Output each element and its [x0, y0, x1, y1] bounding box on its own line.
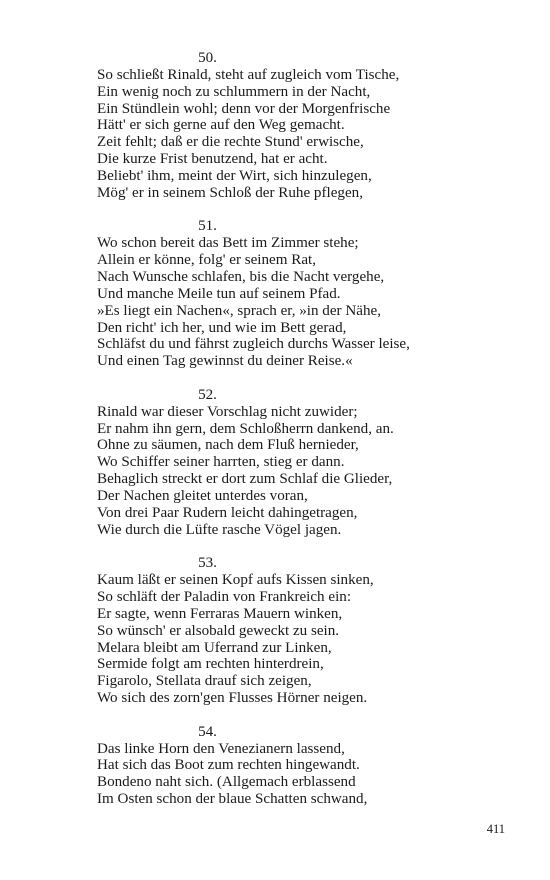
- verse-line: Das linke Horn den Venezianern lassend,: [97, 740, 345, 757]
- verse-line: Ein Stündlein wohl; denn vor der Morgenfrische: [97, 100, 391, 117]
- stanza-50: [97, 50, 437, 202]
- verse-line: Von drei Paar Rudern leicht dahingetragen,: [97, 504, 358, 521]
- verse-line: Und einen Tag gewinnst du deiner Reise.«: [97, 353, 353, 370]
- verse-line: Schläfst du und fährst zugleich durchs Wasser leise,: [97, 336, 410, 353]
- verse-line: Bondeno naht sich. (Allgemach erblassend: [97, 774, 356, 791]
- stanza-53: [97, 555, 437, 707]
- verse-line: So schließt Rinald, steht auf zugleich vom Tische,: [97, 66, 400, 83]
- verse-line: Die kurze Frist benutzend, hat er acht.: [97, 151, 328, 168]
- stanza-number: 52.: [198, 386, 217, 403]
- verse-line: Der Nachen gleitet unterdes voran,: [97, 487, 308, 504]
- verse-line: Allein er könne, folg' er seinem Rat,: [97, 252, 316, 269]
- verse-line: Mög' er in seinem Schloß der Ruhe pflegen,: [97, 184, 363, 201]
- verse-line: Im Osten schon der blaue Schatten schwand,: [97, 791, 368, 808]
- verse-line: Kaum läßt er seinen Kopf aufs Kissen sinken,: [97, 572, 374, 589]
- verse-line: Rinald war dieser Vorschlag nicht zuwider;: [97, 403, 358, 420]
- verse-line: So schläft der Paladin von Frankreich ein:: [97, 589, 352, 605]
- verse-line: »Es liegt ein Nachen«, sprach er, »in der Nähe,: [97, 302, 381, 319]
- stanza-number: 50.: [198, 50, 217, 66]
- stanza-number: 53.: [198, 555, 217, 572]
- verse-line: Ohne zu säumen, nach dem Fluß hernieder,: [97, 437, 359, 454]
- verse-line: Melara bleibt am Uferrand zur Linken,: [97, 639, 332, 656]
- verse-line: Den richt' ich her, und wie im Bett gerad,: [97, 319, 347, 336]
- verse-line: Und manche Meile tun auf seinem Pfad.: [97, 285, 341, 302]
- verse-line: Behaglich streckt er dort zum Schlaf die Glieder,: [97, 471, 393, 488]
- verse-line: Wo sich des zorn'gen Flusses Hörner neigen.: [97, 690, 368, 707]
- stanza-number: 51.: [198, 218, 217, 235]
- verse-line: Wo schon bereit das Bett im Zimmer stehe;: [97, 235, 359, 252]
- verse-line: Hätt' er sich gerne auf den Weg gemacht.: [97, 117, 345, 134]
- verse-line: Hat sich das Boot zum rechten hingewandt.: [97, 757, 360, 774]
- verse-line: Er nahm ihn gern, dem Schloßherrn dankend, an.: [97, 420, 394, 437]
- verse-line: So wünsch' er alsobald geweckt zu sein.: [97, 622, 340, 639]
- verse-line: Wie durch die Lüfte rasche Vögel jagen.: [97, 521, 342, 538]
- verse-line: Sermide folgt am rechten hinterdrein,: [97, 656, 324, 673]
- page-number: 411: [486, 822, 505, 836]
- verse-line: Er sagte, wenn Ferraras Mauern winken,: [97, 605, 343, 622]
- verse-line: Ein wenig noch zu schlummern in der Nacht,: [97, 83, 371, 100]
- verse-line: Nach Wunsche schlafen, bis die Nacht vergehe,: [97, 268, 385, 285]
- verse-line: Wo Schiffer seiner harrten, stieg er dann.: [97, 454, 345, 471]
- stanza-52: [97, 387, 437, 539]
- poem-text: [97, 50, 437, 825]
- verse-line: Figarolo, Stellata drauf sich zeigen,: [97, 673, 312, 690]
- stanza-number: 54.: [198, 723, 217, 740]
- verse-line: Zeit fehlt; daß er die rechte Stund' erwische,: [97, 134, 364, 151]
- stanza-51: [97, 218, 437, 370]
- stanza-54: [97, 724, 437, 808]
- verse-line: Beliebt' ihm, meint der Wirt, sich hinzulegen,: [97, 167, 372, 184]
